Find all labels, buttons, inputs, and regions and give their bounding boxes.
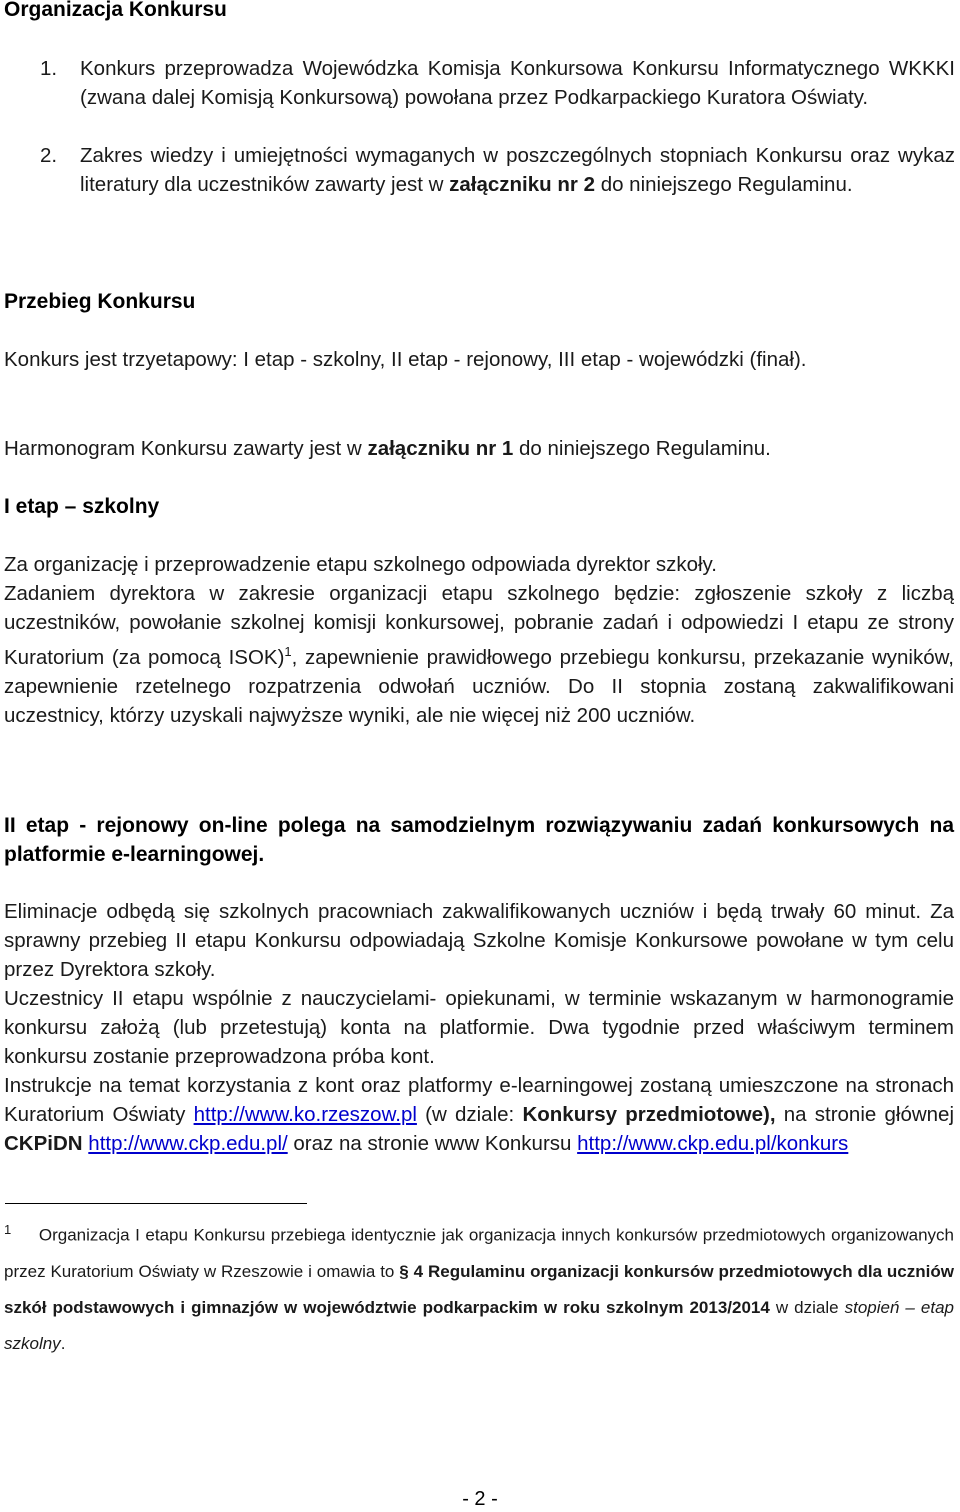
list-item-text: Konkurs przeprowadza Wojewódzka Komisja Konkursowa Konkursu Informatycznego WKKKI (zwana dalej Komisją Konkursową) powołana przez Podkarpackiego Kuratora Oświaty.	[80, 57, 955, 109]
stage2-title: II etap - rejonowy on-line polega na samodzielnym rozwiązywaniu zadań konkursowych na platformie e-learningowej.	[4, 814, 954, 866]
section-sign: §	[399, 1261, 409, 1281]
attachment-reference: załączniku nr 2	[449, 173, 595, 196]
stage2-paragraph-2: Uczestnicy II etapu wspólnie z nauczycielami- opiekunami, w terminie wskazanym w harmonogramie konkursu założą (lub przetestują) konta na platformie. Dwa tygodnie przed właściwym terminem konkursu zostanie przeprowadzona próba kont.	[4, 987, 954, 1068]
footnote-mark: 1	[4, 1222, 12, 1237]
page-number: - 2 -	[462, 1488, 498, 1510]
list-item-text: Zakres wiedzy i umiejętności wymaganych w poszczególnych stopniach Konkursu oraz wykaz literatury dla uczestników zawarty jest w załączniku nr 2 do niniejszego Regulaminu.	[80, 144, 955, 196]
list-number: 1.	[40, 57, 58, 80]
link-konkurs[interactable]: http://www.ckp.edu.pl/konkurs	[577, 1132, 849, 1155]
footnote-reference[interactable]: 1	[284, 644, 292, 659]
stage1-title: I etap – szkolny	[4, 495, 160, 518]
link-kuratorium[interactable]: http://www.ko.rzeszow.pl	[193, 1103, 417, 1126]
stage1-responsibility: Za organizację i przeprowadzenie etapu szkolnego odpowiada dyrektor szkoły.	[4, 553, 717, 576]
paragraph-stages: Konkurs jest trzyetapowy: I etap - szkolny, II etap - rejonowy, III etap - wojewódzki (finał).	[4, 348, 807, 371]
paragraph-schedule: Harmonogram Konkursu zawarty jest w załączniku nr 1 do niniejszego Regulaminu.	[4, 437, 771, 460]
stage2-paragraph-3: Instrukcje na temat korzystania z kont oraz platformy e-learningowej zostaną umieszczone na stronach Kuratorium Oświaty http://www.ko.rzeszow.pl (w dziale: Konkursy przedmiotowe), na stronie głównej CKPiDN http://www.ckp.edu.pl/ oraz na stronie www Konkursu http://www.ckp.edu.pl/konkurs	[4, 1074, 955, 1155]
stage2-paragraph-1: Eliminacje odbędą się szkolnych pracowniach zakwalifikowanych uczniów i będą trwały 60 minut. Za sprawny przebieg II etapu Konkursu odpowiadają Szkolne Komisje Konkursowe powołane w tym celu przez Dyrektora szkoły.	[4, 900, 954, 981]
stage2-body	[4, 897, 954, 1158]
list-item-2	[40, 141, 955, 199]
attachment-reference: załączniku nr 1	[367, 437, 514, 460]
list-number: 2.	[40, 144, 58, 167]
link-ckp[interactable]: http://www.ckp.edu.pl/	[88, 1132, 288, 1155]
stage1-paragraph: Zadaniem dyrektora w zakresie organizacji etapu szkolnego będzie: zgłoszenie szkoły z liczbą uczestników, powołanie szkolnej komisji konkursowej, pobranie zadań i odpowiedzi I etapu ze strony Kuratorium (za pomocą ISOK)$^1$, zapewnienie prawidłowego przebiegu konkursu, przekazanie wyników, zapewnienie rzetelnego rozpatrzenia odwołań uczniów. Do II stopnia zostaną zakwalifikowani uczestnicy, którzy uzyskali najwyższe wyniki, ale nie więcej niż 200 uczniów.	[4, 582, 954, 727]
footnote-separator	[5, 1203, 307, 1204]
footnote: $^1$ Organizacja I etapu Konkursu przebiega identycznie jak organizacja innych konkursów przedmiotowych organizowanych przez Kuratorium Oświaty w Rzeszowie i omawia to § 4 Regulaminu organizacji konkursów przedmiotowych dla uczniów szkół podstawowych i gimnazjów w województwie podkarpackim w roku szkolnym 2013/2014 w dziale stopień – etap szkolny.	[4, 1222, 954, 1353]
section-title-organizacja: Organizacja Konkursu	[4, 0, 227, 21]
section-title-przebieg: Przebieg Konkursu	[4, 290, 196, 313]
list-item-1	[40, 54, 955, 112]
